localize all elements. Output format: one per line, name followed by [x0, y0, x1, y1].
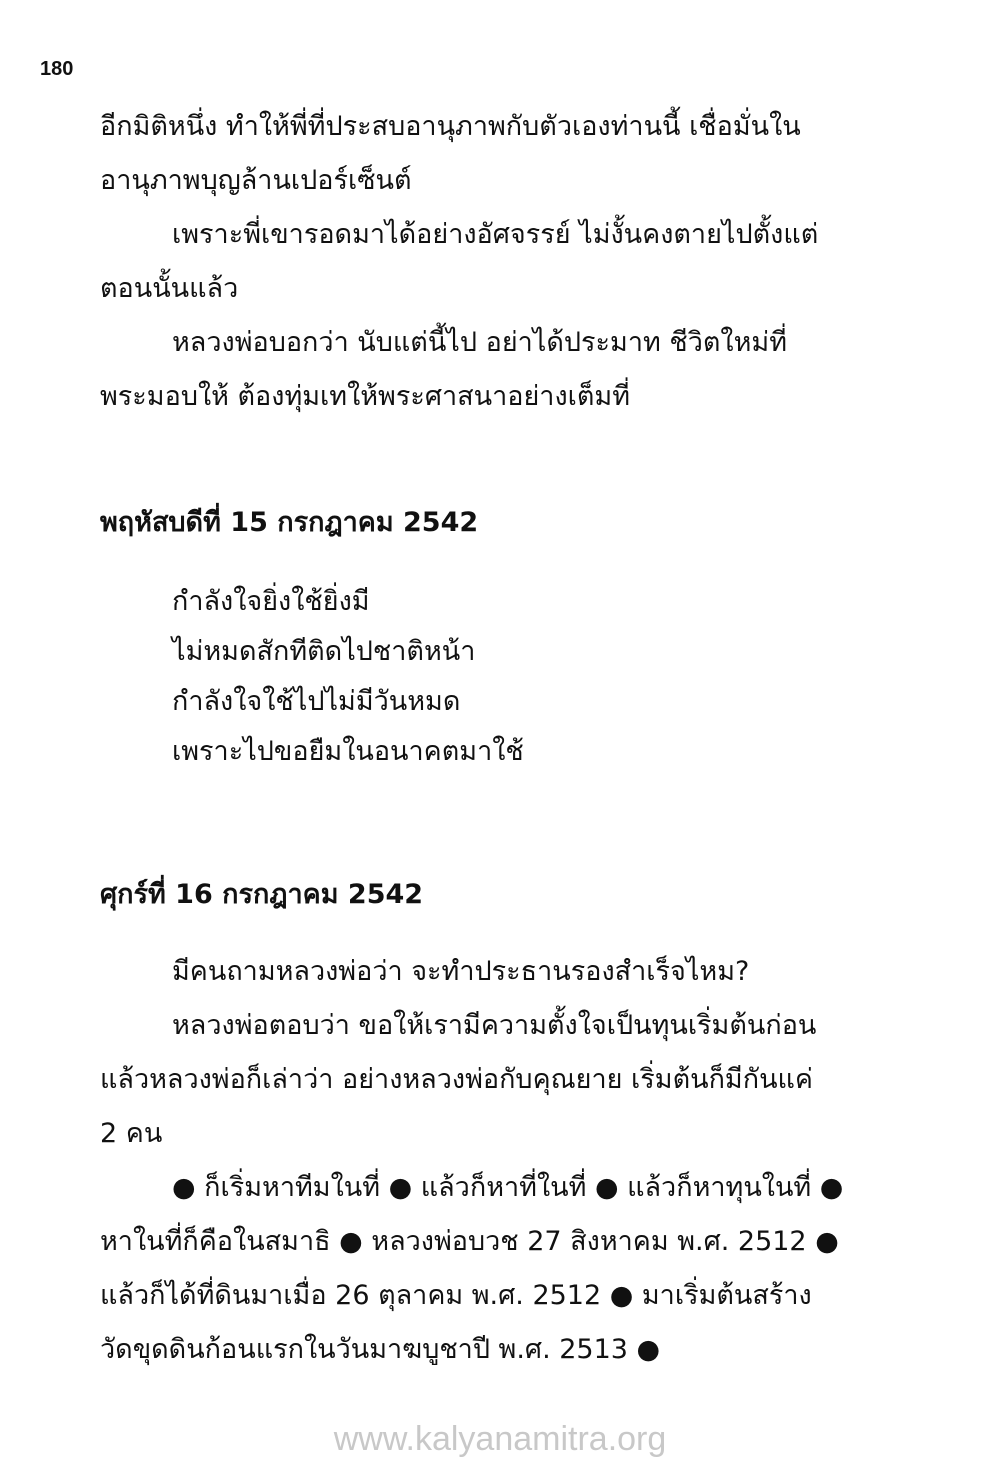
text-line: เพราะพี่เขารอดมาได้อย่างอัศจรรย์ ไม่งั้นคงตายไปตั้งแต่ — [172, 219, 819, 250]
text-line: หาในที่ก็คือในสมาธิ ● หลวงพ่อบวช 27 สิงหาคม พ.ศ. 2512 ● — [100, 1226, 839, 1257]
text-line: ● ก็เริ่มหาทีมในที่ ● แล้วก็หาที่ในที่ ● แล้วก็หาทุนในที่ ● — [172, 1172, 844, 1203]
text-line: ตอนนั้นแล้ว — [100, 273, 239, 304]
poem-line: ไม่หมดสักทีติดไปชาติหน้า — [172, 636, 476, 667]
text-line: แล้วหลวงพ่อก็เล่าว่า อย่างหลวงพ่อกับคุณยาย เริ่มต้นก็มีกันแค่ — [100, 1064, 813, 1095]
text-line: พระมอบให้ ต้องทุ่มเทให้พระศาสนาอย่างเต็มที่ — [100, 381, 630, 412]
text-line: หลวงพ่อบอกว่า นับแต่นี้ไป อย่าได้ประมาท ชีวิตใหม่ที่ — [172, 327, 787, 358]
friday-paragraphs — [100, 945, 844, 1377]
poem-line: กำลังใจใช้ไปไม่มีวันหมด — [172, 686, 461, 717]
text-line: มีคนถามหลวงพ่อว่า จะทำประธานรองสำเร็จไหม? — [172, 956, 750, 987]
poem — [172, 577, 524, 777]
text-line: แล้วก็ได้ที่ดินมาเมื่อ 26 ตุลาคม พ.ศ. 2512 ● มาเริ่มต้นสร้าง — [100, 1280, 812, 1311]
poem-line: เพราะไปขอยืมในอนาคตมาใช้ — [172, 736, 524, 767]
section-heading-friday: ศุกร์ที่ 16 กรกฎาคม 2542 — [100, 879, 424, 910]
text-line: อานุภาพบุญล้านเปอร์เซ็นต์ — [100, 165, 412, 196]
text-line: อีกมิติหนึ่ง ทำให้พี่ที่ประสบอานุภาพกับตัวเองท่านนี้ เชื่อมั่นใน — [100, 111, 801, 142]
text-line: 2 คน — [100, 1118, 163, 1149]
watermark: www.kalyanamitra.org — [333, 1420, 667, 1458]
text-line: วัดขุดดินก้อนแรกในวันมาฆบูชาปี พ.ศ. 2513 ● — [100, 1334, 661, 1365]
text-line: หลวงพ่อตอบว่า ขอให้เรามีความตั้งใจเป็นทุนเริ่มต้นก่อน — [172, 1010, 817, 1041]
poem-line: กำลังใจยิ่งใช้ยิ่งมี — [172, 586, 370, 617]
page-number: 180 — [40, 58, 74, 80]
intro-paragraphs — [100, 100, 840, 424]
section-heading-thursday: พฤหัสบดีที่ 15 กรกฎาคม 2542 — [100, 507, 479, 538]
